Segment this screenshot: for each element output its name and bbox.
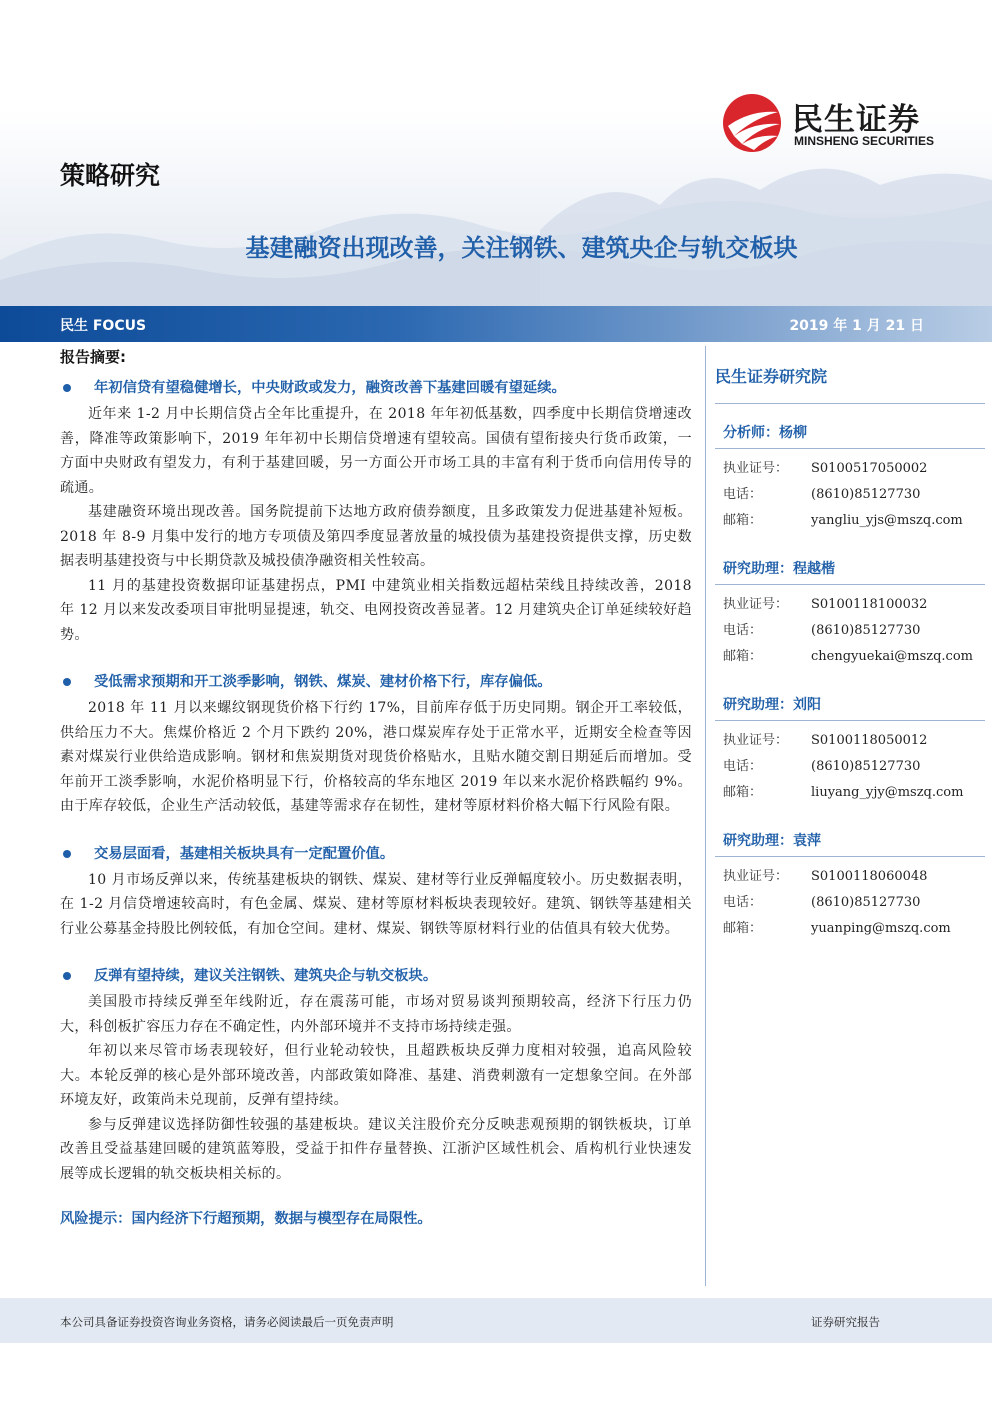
cert-number: S0100517050002 (811, 461, 928, 476)
analyst-card (715, 694, 985, 806)
phone-number: (8610)85127730 (811, 623, 921, 638)
cert-number: S0100118100032 (811, 597, 928, 612)
banner-series-label: 民生 FOCUS (60, 318, 147, 334)
phone-number: (8610)85127730 (811, 895, 921, 910)
section-heading: 反弹有望持续，建议关注钢铁、建筑央企与轨交板块。 (60, 963, 692, 989)
email-address: yuanping@mszq.com (811, 921, 951, 936)
summary-section (60, 963, 692, 1186)
paragraph: 参与反弹建议选择防御性较强的基建板块。建议关注股价充分反映悲观预期的钢铁板块，订单改善且受益基建回暖的建筑蓝筹股，受益于扣件存量替换、江浙沪区域性机会、盾构机行业快速发展等成长逻辑的轨交板块相关标的。 (60, 1116, 692, 1182)
analyst-name: 分析师：杨柳 (715, 422, 985, 449)
email-address: chengyuekai@mszq.com (811, 649, 973, 664)
phone-row: 电话： (8610)85127730 (715, 890, 985, 916)
email-address: liuyang_yjy@mszq.com (811, 785, 964, 800)
page-footer (0, 1298, 992, 1343)
summary-section (60, 841, 692, 942)
paragraph: 近年来 1-2 月中长期信贷占全年比重提升，在 2018 年年初低基数，四季度中长期信贷增速改善，降准等政策影响下，2019 年年初中长期信贷增速有望较高。国债有望衔接央行货币政策，一方面中央财政有望发力，有利于基建回暖，另一方面公开市场工具的丰富有利于货币向信用传导的疏通。 (60, 406, 692, 496)
report-date: 2019 年 1 月 21 日 (789, 318, 924, 334)
analyst-name: 研究助理：刘阳 (715, 694, 985, 721)
section-heading: 受低需求预期和开工淡季影响，钢铁、煤炭、建材价格下行，库存偏低。 (60, 669, 692, 695)
email-row: 邮箱： liuyang_yjy@mszq.com (715, 780, 985, 806)
paragraph: 11 月的基建投资数据印证基建拐点，PMI 中建筑业相关指数远超枯荣线且持续改善，2018 年 12 月以来发改委项目审批明显提速，轨交、电网投资改善显著。12 月建筑央企订单延续较好趋势。 (60, 577, 692, 643)
summary-section (60, 669, 692, 819)
analyst-card (715, 422, 985, 534)
phone-row: 电话： (8610)85127730 (715, 754, 985, 780)
paragraph: 2018 年 11 月以来螺纹钢现货价格下行约 17%，目前库存低于历史同期。钢企开工率较低，供给压力不大。焦煤价格近 2 个月下跌约 20%，港口煤炭库存处于正常水平，近期安全检查等因素对煤炭行业供给造成影响。钢材和焦炭期货对现货价格贴水，且贴水随交割日期延后而增加。受年前开工淡季影响，水泥价格明显下行，价格较高的华东地区 2019 年以来水泥价格跌幅约 9%。由于库存较低，企业生产活动较低，基建等需求存在韧性，建材等原材料价格大幅下行风险有限。 (60, 700, 692, 814)
cert-row: 执业证号： S0100118050012 (715, 728, 985, 754)
section-heading: 交易层面看，基建相关板块具有一定配置价值。 (60, 841, 692, 867)
report-type-label: 证券研究报告 (811, 1315, 880, 1329)
email-row: 邮箱： chengyuekai@mszq.com (715, 644, 985, 670)
summary-label: 报告摘要: (60, 348, 126, 366)
paragraph: 10 月市场反弹以来，传统基建板块的钢铁、煤炭、建材等行业反弹幅度较小。历史数据表明，在 1-2 月信贷增速较高时，有色金属、煤炭、建材等原材料板块表现较好。建筑、钢铁等基建相关行业公募基金持股比例较低，有加仓空间。建材、煤炭、钢铁等原材料行业的估值具有较大优势。 (60, 871, 692, 937)
report-title: 基建融资出现改善，关注钢铁、建筑央企与轨交板块 (245, 234, 798, 262)
phone-row: 电话： (8610)85127730 (715, 618, 985, 644)
paragraph: 年初以来尽管市场表现较好，但行业轮动较快，且超跌板块反弹力度相对较强，追高风险较大。本轮反弹的核心是外部环境改善，内部政策如降准、基建、消费刺激有一定想象空间。在外部环境友好，政策尚未兑现前，反弹有望持续。 (60, 1043, 692, 1108)
company-logo (720, 92, 950, 154)
paragraph: 基建融资环境出现改善。国务院提前下达地方政府债券额度，且多政策发力促进基建补短板。2018 年 8-9 月集中发行的地方专项债及第四季度显著放量的城投债为基建投资提供支撑，历史数据表明基建投资与中长期贷款及城投债净融资相关性较高。 (60, 504, 692, 569)
logo-chinese-name: 民生证券 (792, 102, 920, 138)
analyst-name: 研究助理：程越楷 (715, 558, 985, 585)
paragraph: 美国股市持续反弹至年线附近，存在震荡可能，市场对贸易谈判预期较高，经济下行压力仍大，科创板扩容压力存在不确定性，内外部环境并不支持市场持续走强。 (60, 994, 692, 1035)
phone-row: 电话： (8610)85127730 (715, 482, 985, 508)
cert-row: 执业证号： S0100118100032 (715, 592, 985, 618)
bullet-dot-icon (63, 972, 71, 980)
analyst-sidebar (715, 346, 985, 942)
summary-section (60, 375, 692, 647)
risk-warning: 风险提示：国内经济下行超预期，数据与模型存在局限性。 (60, 1211, 432, 1227)
bullet-dot-icon (63, 850, 71, 858)
logo-english-name: MINSHENG SECURITIES (794, 134, 935, 148)
cert-row: 执业证号： S0100118060048 (715, 864, 985, 890)
analyst-card (715, 558, 985, 670)
phone-number: (8610)85127730 (811, 759, 921, 774)
report-category: 策略研究 (60, 161, 161, 190)
email-address: yangliu_yjs@mszq.com (811, 513, 963, 528)
bullet-dot-icon (63, 678, 71, 686)
email-row: 邮箱： yuanping@mszq.com (715, 916, 985, 942)
report-summary (60, 346, 692, 1228)
phone-number: (8610)85127730 (811, 487, 921, 502)
disclaimer-notice: 本公司具备证券投资咨询业务资格，请务必阅读最后一页免责声明 (60, 1315, 394, 1329)
column-divider (705, 346, 706, 1286)
cert-number: S0100118060048 (811, 869, 928, 884)
analyst-name: 研究助理：袁萍 (715, 830, 985, 857)
bullet-dot-icon (63, 384, 71, 392)
cert-row: 执业证号： S0100517050002 (715, 456, 985, 482)
analyst-card (715, 830, 985, 942)
cert-number: S0100118050012 (811, 733, 928, 748)
section-heading: 年初信贷有望稳健增长，中央财政或发力，融资改善下基建回暖有望延续。 (60, 375, 692, 401)
focus-banner (0, 306, 992, 342)
minsheng-logo-icon (720, 92, 786, 154)
research-institute: 民生证券研究院 (715, 364, 985, 404)
email-row: 邮箱： yangliu_yjs@mszq.com (715, 508, 985, 534)
